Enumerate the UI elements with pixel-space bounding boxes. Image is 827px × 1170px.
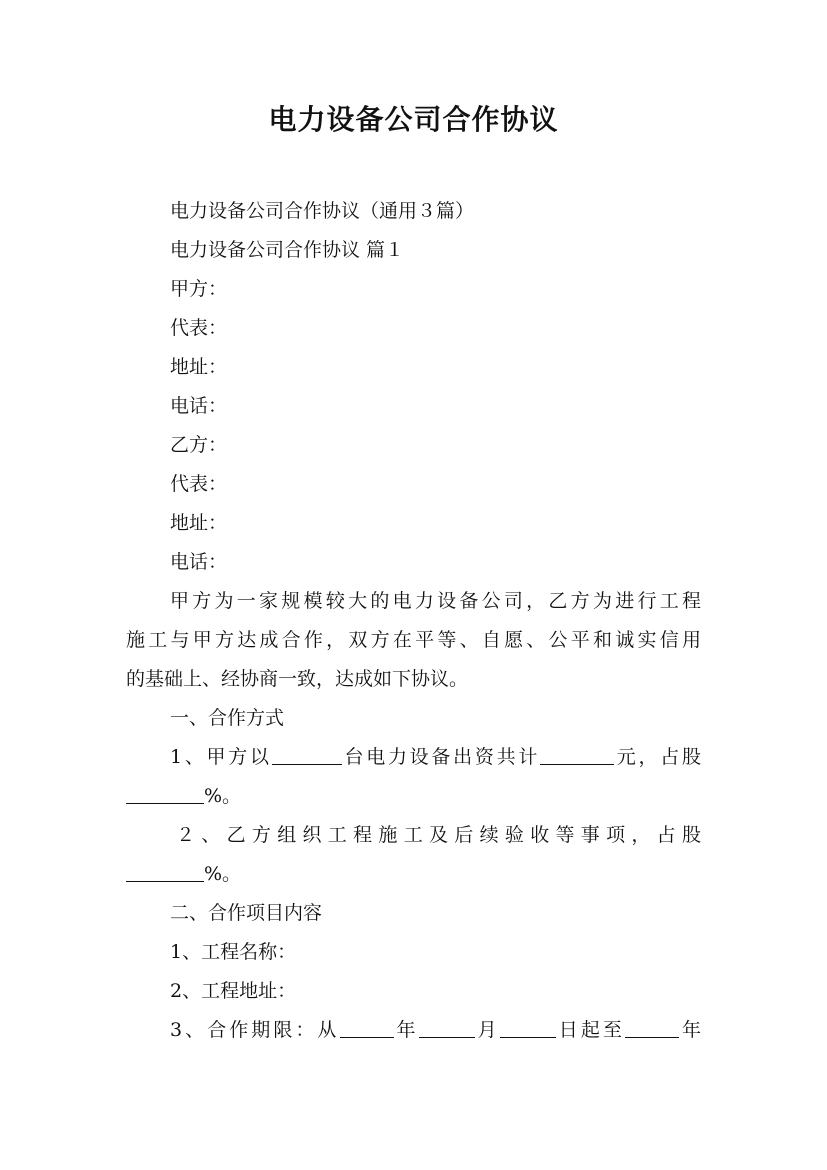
clause-1-1-end: %。 <box>204 785 242 807</box>
clause-2-3-month: 月 <box>474 1019 500 1041</box>
clause-1-1-part-c: 元，占股 <box>614 746 701 768</box>
clause-1-1-part-b: 台电力设备出资共计 <box>341 746 541 768</box>
document-subtitle: 电力设备公司合作协议（通用３篇） <box>170 200 475 222</box>
party-a-phone-label: 电话： <box>170 395 228 417</box>
party-b-label: 乙方： <box>170 434 228 456</box>
party-a-label: 甲方： <box>170 278 228 300</box>
blank-start-day <box>500 1017 556 1038</box>
blank-quantity <box>272 744 342 765</box>
clause-1-2-continuation <box>126 859 241 889</box>
clause-2-2: 2、工程地址： <box>170 980 297 1002</box>
clause-1-2-text: ２、乙方组织工程施工及后续验收等事项，占股 <box>176 824 701 846</box>
clause-1-1 <box>170 742 701 772</box>
clause-2-3-year: 年 <box>393 1019 419 1041</box>
clause-1-2-end: %。 <box>204 863 242 885</box>
clause-2-1: 1、工程名称： <box>170 941 297 963</box>
blank-start-month <box>419 1017 475 1038</box>
clause-2-3-until: 日起至 <box>555 1019 625 1041</box>
clause-1-1-continuation <box>126 781 241 811</box>
party-a-address-label: 地址： <box>170 356 228 378</box>
document-title: 电力设备公司合作协议 <box>268 103 559 136</box>
clause-1-1-part-a: 1、甲方以 <box>170 746 272 768</box>
clause-1-2 <box>176 820 701 850</box>
blank-end-year <box>625 1017 679 1038</box>
blank-amount <box>540 744 614 765</box>
clause-2-3 <box>170 1015 701 1045</box>
blank-share-b <box>126 861 204 882</box>
section-2-heading: 二、合作项目内容 <box>170 902 323 924</box>
section-1-heading: 一、合作方式 <box>170 707 285 729</box>
intro-paragraph-line-2: 施工与甲方达成合作，双方在平等、自愿、公平和诚实信用 <box>126 629 701 651</box>
party-b-phone-label: 电话： <box>170 551 228 573</box>
party-b-address-label: 地址： <box>170 512 228 534</box>
party-b-rep-label: 代表： <box>170 473 228 495</box>
part-heading: 电力设备公司合作协议 篇１ <box>170 239 405 261</box>
clause-2-3-end-year: 年 <box>678 1019 701 1041</box>
clause-2-3-part-a: 3、合作期限：从 <box>170 1019 340 1041</box>
blank-start-year <box>340 1017 394 1038</box>
intro-paragraph-line-3: 的基础上、经协商一致，达成如下协议。 <box>126 668 469 690</box>
party-a-rep-label: 代表： <box>170 317 228 339</box>
blank-share-a <box>126 783 204 804</box>
intro-paragraph-line-1: 甲方为一家规模较大的电力设备公司，乙方为进行工程 <box>170 590 701 612</box>
